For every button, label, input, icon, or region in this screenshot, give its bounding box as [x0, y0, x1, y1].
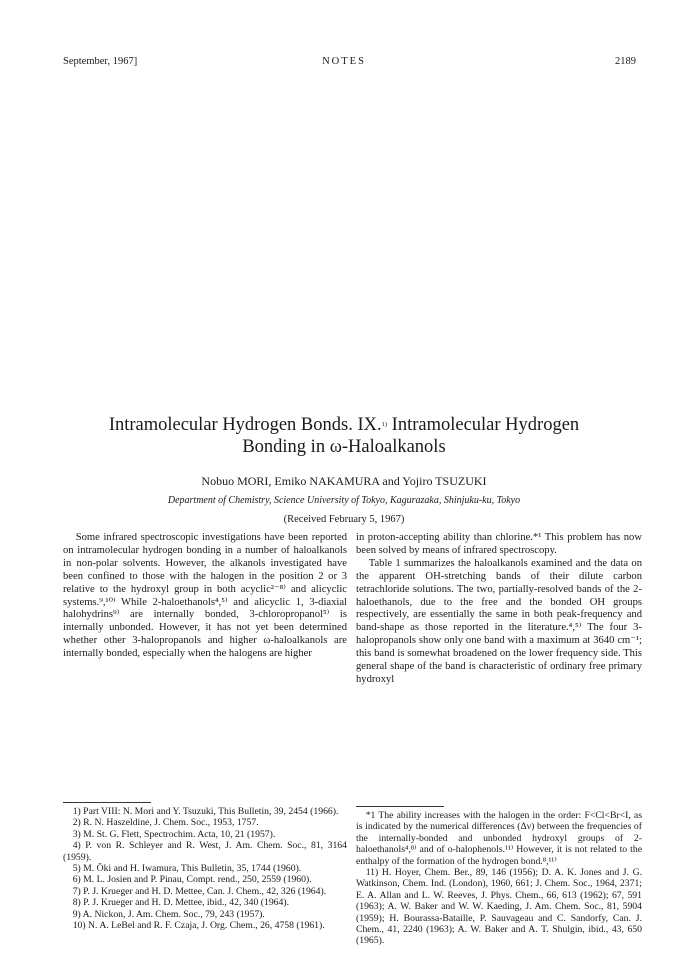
footnote: 4) P. von R. Schleyer and R. West, J. Am. Chem. Soc., 81, 3164 (1959).	[63, 840, 347, 863]
footnote: 3) M. St. G. Flett, Spectrochim. Acta, 10, 21 (1957).	[72, 828, 276, 840]
title-line-1: Intramolecular Hydrogen Bonds. IX.	[108, 415, 382, 435]
footnote: 9) A. Nickon, J. Am. Chem. Soc., 79, 243 (1957).	[72, 908, 265, 920]
footnote: 5) M. Ōki and H. Iwamura, This Bulletin, 35, 1744 (1960).	[72, 863, 302, 875]
affiliation: Department of Chemistry, Science University of Tokyo, Kagurazaka, Shinjuku-ku, Tokyo	[167, 495, 521, 506]
title-line-2: Bonding in ω-Haloalkanols	[242, 437, 446, 457]
received-date: (Received February 5, 1967)	[283, 514, 405, 525]
footnote: 8) P. J. Krueger and H. D. Mettee, ibid., 42, 340 (1964).	[72, 897, 290, 909]
footnotes-left	[63, 806, 347, 931]
article-title	[40, 414, 648, 458]
footnote: *1 The ability increases with the halogen in the order: F<Cl<Br<I, as is indicated by the numerical differences (Δν) between the frequencies of the internally-bonded and unbonded hydroxyl groups of 2-haloethanols⁴,⁸⁾ and of o-halophenols.¹¹⁾ However, it is not related to the enthalpy of the formation of the hydrogen bond.⁸,¹¹⁾	[356, 810, 642, 867]
footnote: 11) H. Hoyer, Chem. Ber., 89, 146 (1956); D. A. K. Jones and J. G. Watkinson, Chem. Ind. (London), 1960, 661; J. Chem. Soc., 1964, 2371; E. A. Allan and L. W. Reeves, J. Phys. Chem., 66, 613 (1962); 67, 591 (1963); A. W. Baker and W. W. Kaeding, J. Am. Chem. Soc., 81, 5904 (1959); H. Bourassa-Bataille, P. Sauvageau and C. Sandorfy, Can. J. Chem., 41, 2240 (1963); A. W. Baker and A. T. Shulgin, ibid., 43, 650 (1965).	[356, 867, 642, 947]
title-line-1-tail: Intramolecular Hydrogen	[387, 415, 580, 435]
footnote: 2) R. N. Haszeldine, J. Chem. Soc., 1953, 1757.	[72, 817, 259, 829]
page-number: 2189	[615, 56, 636, 67]
body-paragraph: Table 1 summarizes the haloalkanols examined and the data on the apparent OH-stretching bands of their dilute carbon tetrachloride solutions. The two, partially-resolved bands of the 2-haloethanols, due to the free and the bonded OH groups respectively, are essentially the same in both peak-frequency and band-shape as those reported in the literature.⁴,⁵⁾ The four 3-halopropanols show only one band with a maximum at 3640 cm⁻¹; this band is somewhat broadened on the lower frequency side. This general shape of the band is characteristic of ordinary free primary hydroxyl	[356, 557, 642, 685]
footnote: 7) P. J. Krueger and H. D. Mettee, Can. J. Chem., 42, 326 (1964).	[72, 885, 327, 897]
running-header-date: September, 1967]	[63, 56, 138, 67]
body-paragraph: in proton-accepting ability than chlorine.*¹ This problem has now been solved by means of infrared spectroscopy.	[356, 532, 642, 556]
body-column-left	[63, 532, 347, 661]
footnotes-right	[356, 810, 642, 947]
body-paragraph: Some infrared spectroscopic investigations have been reported on intramolecular hydrogen bonding in a number of haloalkanols in non-polar solvents. However, the alkanols investigated have been confined to those with the halogen in the position 2 or 3 relative to the hydroxyl group in both acyclic²⁻⁸⁾ and alicyclic systems.⁹,¹⁰⁾ While 2-haloethanols⁴,⁵⁾ and alicyclic 1, 3-diaxial halohydrins⁹⁾ are internally bonded, 3-chloropropanol⁵⁾ is internally unbonded. However, it has not yet been determined whether other 3-halopropanols and higher ω-haloalkanols are internally bonded, especially when the halogens are higher	[63, 532, 347, 660]
footnote: 6) M. L. Josien and P. Pinau, Compt. rend., 250, 2559 (1960).	[72, 874, 312, 886]
footnote-rule-right	[356, 806, 444, 807]
footnote: 1) Part VIII: N. Mori and Y. Tsuzuki, This Bulletin, 39, 2454 (1966).	[72, 806, 339, 817]
running-header-section: NOTES	[322, 56, 366, 67]
title-footnote-ref: 1)	[381, 421, 388, 428]
authors: Nobuo MORI, Emiko NAKAMURA and Yojiro TSUZUKI	[201, 474, 487, 488]
body-column-right	[356, 532, 642, 687]
article-heading	[40, 414, 648, 525]
footnote-rule-left	[63, 802, 151, 803]
footnote: 10) N. A. LeBel and R. F. Czaja, J. Org. Chem., 26, 4758 (1961).	[72, 920, 325, 932]
